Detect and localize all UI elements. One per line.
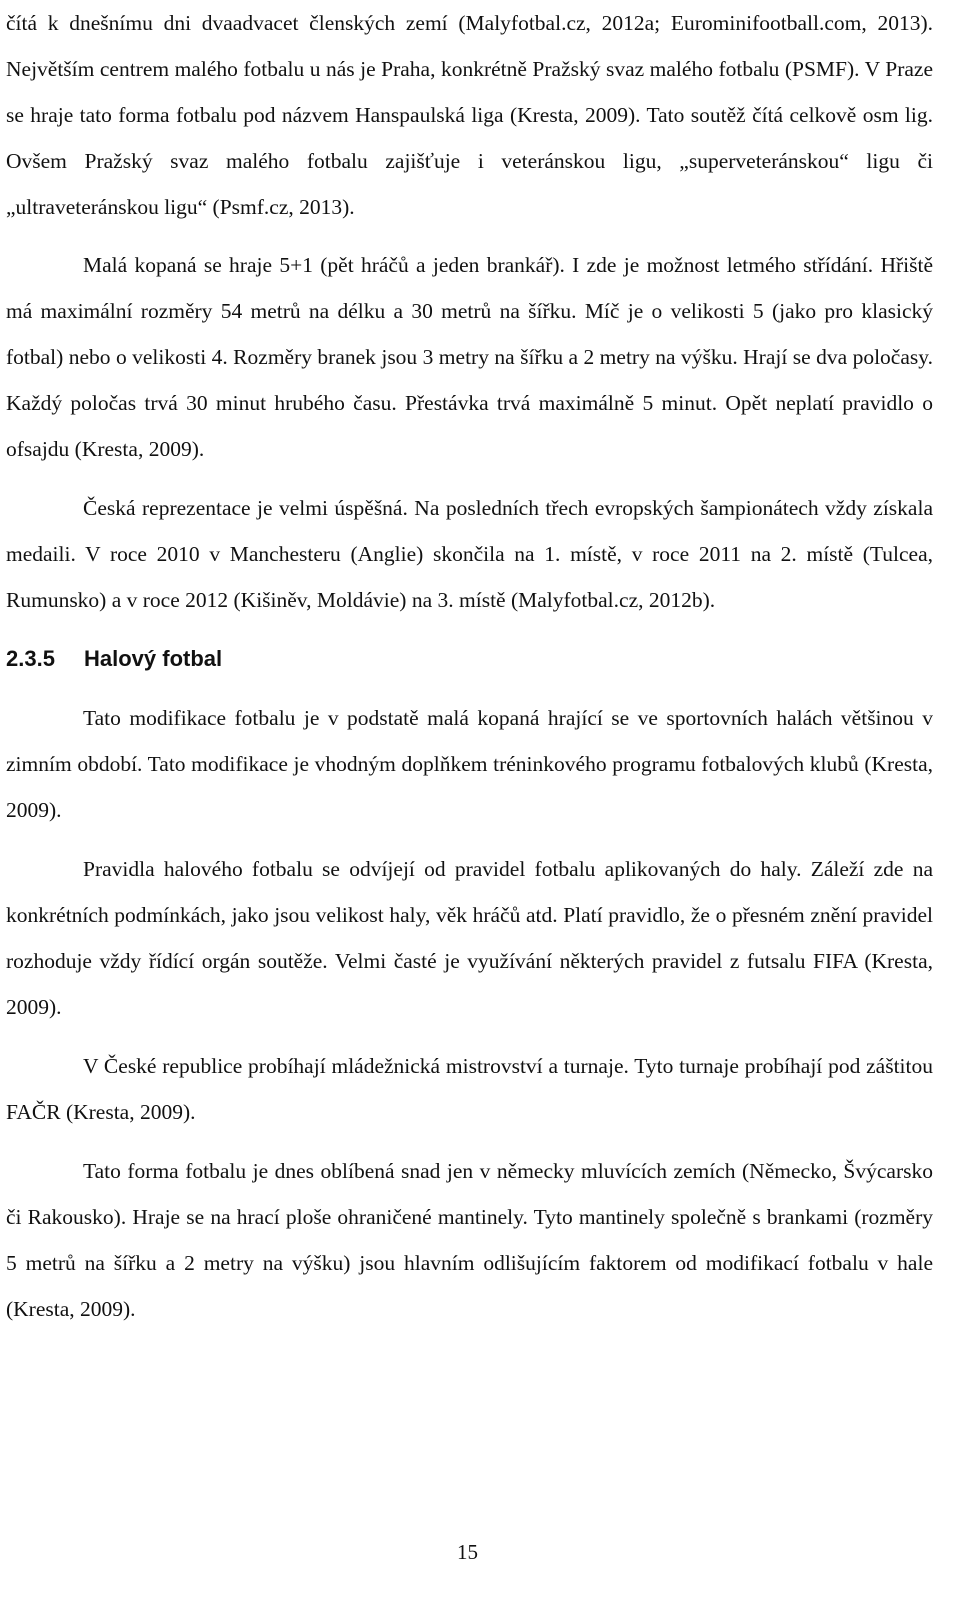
paragraph-gap [6, 1135, 933, 1148]
paragraph-indoor-intro: Tato modifikace fotbalu je v podstatě malá kopaná hrající se ve sportovních halách většinou v zimním období. Tato modifikace je vhodným doplňkem tréninkového programu fotbalových klubů (Kresta, 2009). [6, 706, 933, 822]
paragraph-gap [6, 472, 933, 485]
paragraph-indoor-rules: Pravidla halového fotbalu se odvíjejí od pravidel fotbalu aplikovaných do haly. Záleží zde na konkrétních podmínkách, jako jsou velikost haly, věk hráčů atd. Platí pravidlo, že o přesném znění pravidel rozhoduje vždy řídící orgán soutěže. Velmi časté je využívání některých pravidel z futsalu FIFA (Kresta, 2009). [6, 857, 933, 1019]
paragraph-gap [6, 833, 933, 846]
section-number: 2.3.5 [6, 646, 55, 671]
paragraph-gap [6, 623, 933, 636]
paragraph-czech-republic: V České republice probíhají mládežnická mistrovství a turnaje. Tyto turnaje probíhají pod záštitou FAČR (Kresta, 2009). [6, 1054, 933, 1124]
paragraph-gap [6, 1030, 933, 1043]
document-page [6, 0, 933, 1332]
section-heading [6, 636, 933, 682]
paragraph-gap [6, 230, 933, 242]
paragraph-national-team: Česká reprezentace je velmi úspěšná. Na posledních třech evropských šampionátech vždy získala medaili. V roce 2010 v Manchesteru (Anglie) skončila na 1. místě, v roce 2011 na 2. místě (Tulcea, Rumunsko) a v roce 2012 (Kišiněv, Moldávie) na 3. místě (Malyfotbal.cz, 2012b). [6, 496, 933, 612]
paragraph-small-football-rules: Malá kopaná se hraje 5+1 (pět hráčů a jeden brankář). I zde je možnost letmého střídání. Hřiště má maximální rozměry 54 metrů na délku a 30 metrů na šířku. Míč je o velikosti 5 (jako pro klasický fotbal) nebo o velikosti 4. Rozměry branek jsou 3 metry na šířku a 2 metry na výšku. Hrají se dva poločasy. Každý poločas trvá 30 minut hrubého času. Přestávka trvá maximálně 5 minut. Opět neplatí pravidlo o ofsajdu (Kresta, 2009). [6, 253, 933, 461]
section-title: Halový fotbal [84, 646, 223, 671]
paragraph-german-speaking: Tato forma fotbalu je dnes oblíbená snad jen v německy mluvících zemích (Německo, Švýcarsko či Rakousko). Hraje se na hrací ploše ohraničené mantinely. Tyto mantinely společně s brankami (rozměry 5 metrů na šířku a 2 metry na výšku) jsou hlavním odlišujícím faktorem od modifikací fotbalu v hale (Kresta, 2009). [6, 1159, 933, 1321]
paragraph-continued: čítá k dnešnímu dni dvaadvacet členských zemí (Malyfotbal.cz, 2012a; Eurominifootball.com, 2013). Největším centrem malého fotbalu u nás je Praha, konkrétně Pražský svaz malého fotbalu (PSMF). V Praze se hraje tato forma fotbalu pod názvem Hanspaulská liga (Kresta, 2009). Tato soutěž čítá celkově osm lig. Ovšem Pražský svaz malého fotbalu zajišťuje i veteránskou ligu, „superveteránskou“ ligu či „ultraveteránskou ligu“ (Psmf.cz, 2013). [6, 11, 933, 219]
paragraph-gap [6, 682, 933, 695]
page-number: 15 [457, 1540, 478, 1564]
